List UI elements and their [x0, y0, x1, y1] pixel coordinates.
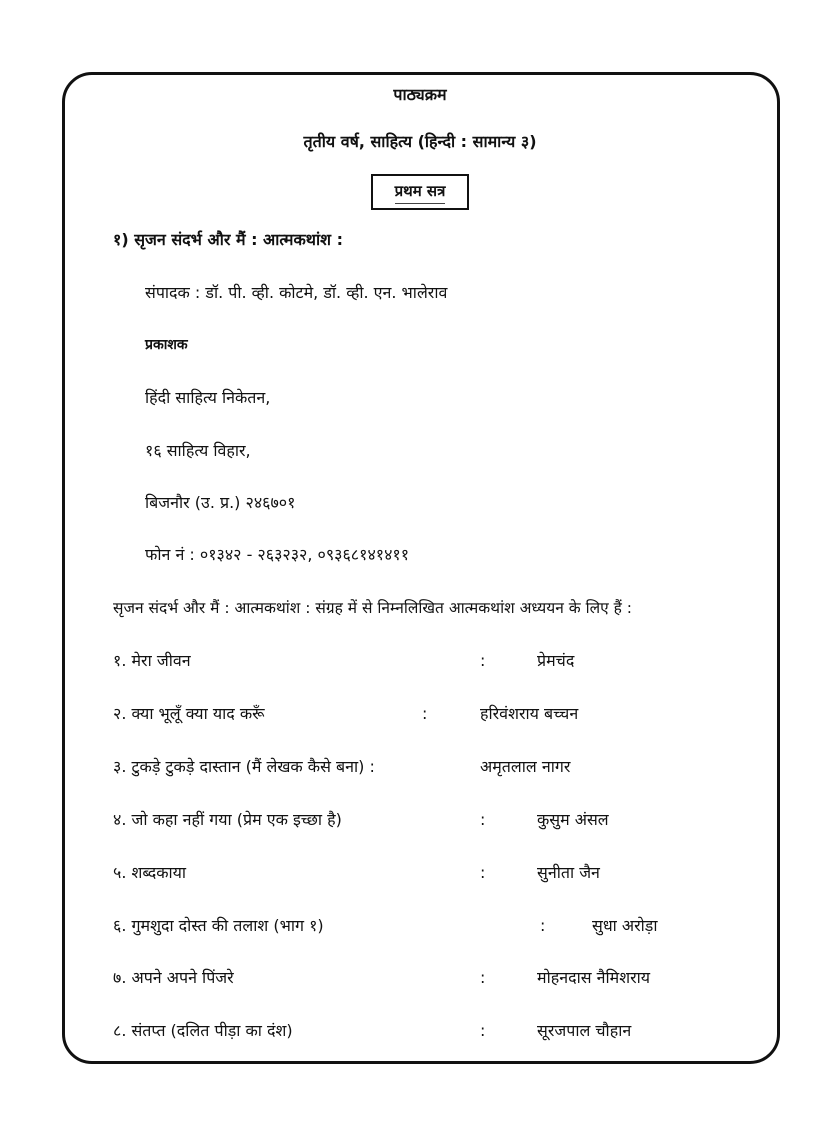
intro-text: सृजन संदर्भ और मैं : आत्मकथांश : संग्रह में से निम्नलिखित आत्मकथांश अध्ययन के लिए हैं :: [113, 599, 632, 617]
item-author: हरिवंशराय बच्चन: [480, 704, 579, 723]
section-title: १) सृजन संदर्भ और मैं : आत्मकथांश :: [113, 230, 343, 249]
item-author: प्रेमचंद: [537, 651, 575, 670]
subheading: तृतीय वर्ष, साहित्य (हिन्दी : सामान्य ३): [303, 132, 537, 151]
item-author: मोहनदास नैमिशराय: [537, 968, 651, 987]
semester-box: [371, 174, 469, 210]
item-separator: :: [480, 810, 486, 829]
item-separator: :: [480, 863, 486, 882]
item-title: ४. जो कहा नहीं गया (प्रेम एक इच्छा है): [113, 810, 342, 829]
item-author: सुनीता जैन: [537, 863, 600, 882]
item-separator: :: [540, 916, 546, 935]
item-separator: :: [480, 968, 486, 987]
item-title: ७. अपने अपने पिंजरे: [113, 968, 234, 987]
item-title: ३. टुकड़े टुकड़े दास्तान (मैं लेखक कैसे बना) :: [113, 757, 375, 776]
item-author: सुधा अरोड़ा: [592, 916, 658, 935]
editor: संपादक : डॉ. पी. व्ही. कोटमे, डॉ. व्ही. एन. भालेराव: [145, 283, 448, 302]
item-title: ८. संतप्त (दलित पीड़ा का दंश): [113, 1021, 293, 1040]
item-separator: :: [480, 651, 486, 670]
item-title: ६. गुमशुदा दोस्त की तलाश (भाग १): [113, 916, 324, 935]
item-separator: :: [480, 1021, 486, 1040]
publisher-line: १६ साहित्य विहार,: [145, 441, 251, 460]
item-author: कुसुम अंसल: [537, 810, 609, 829]
publisher-label: प्रकाशक: [145, 337, 188, 353]
publisher-line: बिजनौर (उ. प्र.) २४६७०१: [145, 493, 296, 512]
item-title: ५. शब्दकाया: [113, 863, 187, 882]
item-title: १. मेरा जीवन: [113, 651, 191, 670]
item-author: अमृतलाल नागर: [480, 757, 571, 776]
item-separator: :: [422, 704, 428, 723]
semester-label: प्रथम सत्र: [395, 181, 446, 204]
item-author: सूरजपाल चौहान: [537, 1021, 632, 1040]
publisher-phone: फोन नं : ०१३४२ - २६३२३२, ०९३६८१४१४११: [145, 545, 410, 564]
publisher-line: हिंदी साहित्य निकेतन,: [145, 388, 271, 407]
item-title: २. क्या भूलूँ क्या याद करूँ: [113, 704, 265, 723]
heading: पाठ्यक्रम: [393, 85, 447, 104]
